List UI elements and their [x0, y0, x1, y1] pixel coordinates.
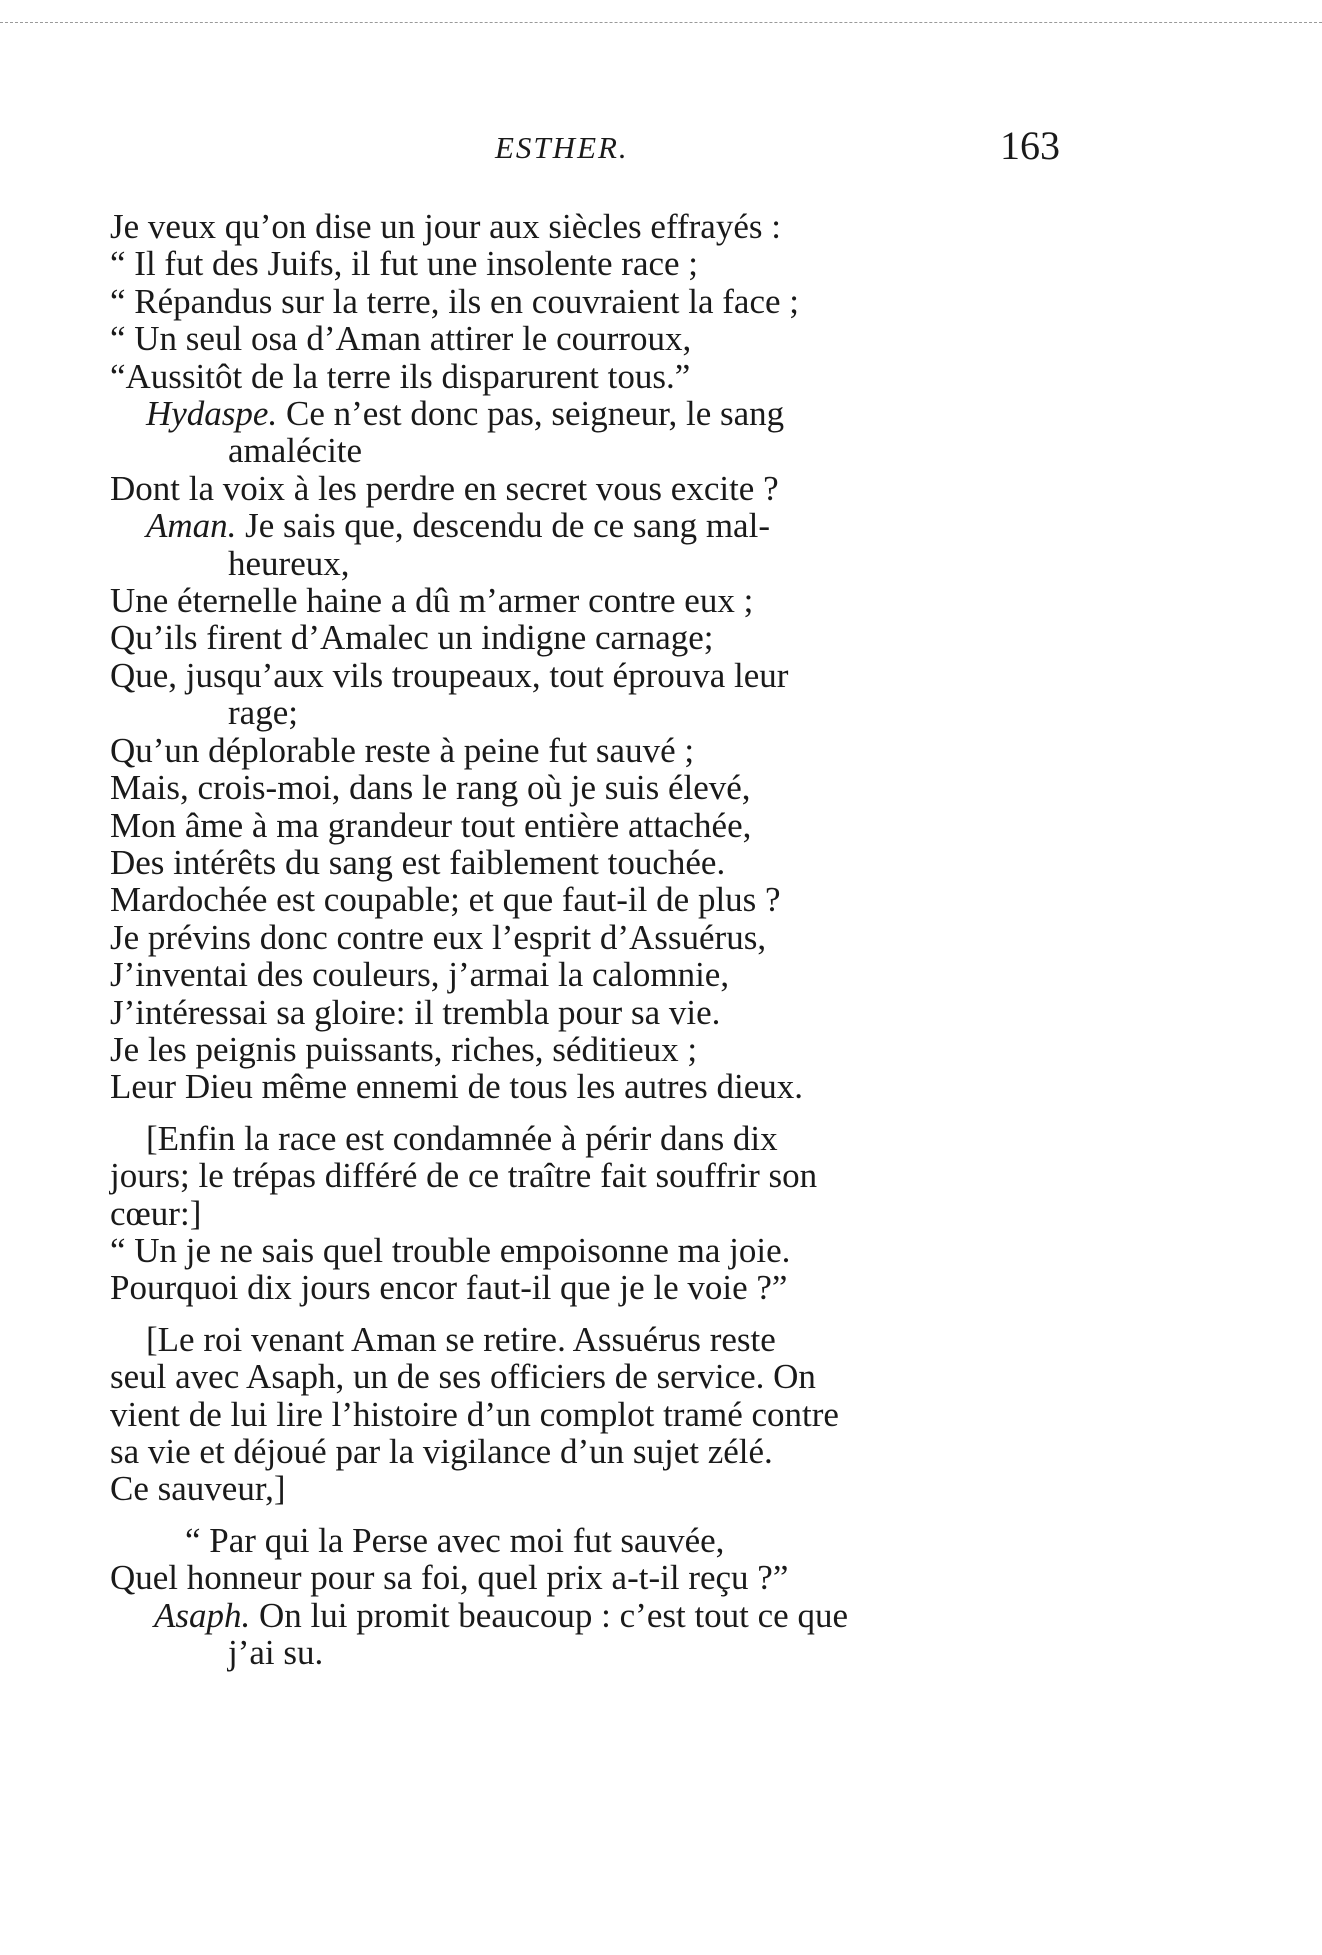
verse-line: “ Un seul osa d’Aman attirer le courroux,: [110, 319, 692, 359]
verse-continuation: heureux,: [228, 543, 350, 583]
verse-line: Mais, crois-moi, dans le rang où je suis élevé,: [110, 768, 751, 808]
verse-continuation: j’ai su.: [228, 1633, 324, 1673]
prose-line: [Le roi venant Aman se retire. Assuérus reste: [146, 1319, 776, 1359]
stanza-gap: [110, 1307, 1060, 1321]
verse-line: Pourquoi dix jours encor faut-il que je le voie ?”: [110, 1268, 788, 1308]
speech-text: On lui promit beaucoup : c’est tout ce que: [259, 1595, 849, 1635]
page-body: [110, 208, 1060, 1681]
prose-line: vient de lui lire l’histoire d’un complot tramé contre: [110, 1394, 839, 1434]
prose-line: jours; le trépas différé de ce traître fait souffrir son: [110, 1156, 818, 1196]
verse-line: Qu’ils firent d’Amalec un indigne carnage;: [110, 618, 714, 658]
prose-line: sa vie et déjoué par la vigilance d’un sujet zélé.: [110, 1432, 773, 1471]
verse-line: Je les peignis puissants, riches, séditieux ;: [110, 1029, 698, 1069]
verse-line: “ Un je ne sais quel trouble empoisonne ma joie.: [110, 1230, 791, 1270]
verse-line: Une éternelle haine a dû m’armer contre eux ;: [110, 581, 754, 621]
verse-line: “ Répandus sur la terre, ils en couvraient la face ;: [110, 281, 800, 321]
speech-line: [110, 507, 1060, 544]
prose-line: seul avec Asaph, un de ses officiers de service. On: [110, 1357, 816, 1397]
speaker-name: Hydaspe.: [146, 394, 278, 434]
verse-line: Quel honneur pour sa foi, quel prix a-t-il reçu ?”: [110, 1558, 789, 1598]
speaker-name: Asaph.: [154, 1595, 251, 1635]
page-number: 163: [1000, 123, 1060, 168]
page-header: [110, 120, 1060, 180]
verse-line: J’inventai des couleurs, j’armai la calomnie,: [110, 955, 730, 995]
verse-continuation: rage;: [228, 693, 298, 733]
running-title: ESTHER.: [495, 130, 629, 165]
verse-line: “Aussitôt de la terre ils disparurent tous.”: [110, 356, 691, 396]
prose-line: cœur:]: [110, 1193, 202, 1233]
verse-line: Que, jusqu’aux vils troupeaux, tout éprouva leur: [110, 655, 789, 695]
verse-continuation: amalécite: [228, 431, 363, 471]
verse-line: Mardochée est coupable; et que faut-il de plus ?: [110, 880, 781, 920]
verse-line: Dont la voix à les perdre en secret vous excite ?: [110, 468, 779, 508]
speaker-name: Aman.: [146, 506, 237, 546]
bottom-spacer: [110, 1671, 1060, 1681]
speech-text: Je sais que, descendu de ce sang mal-: [245, 506, 770, 546]
stanza-gap: [110, 1106, 1060, 1120]
speech-line: [110, 1597, 1060, 1634]
speech-text: Ce n’est donc pas, seigneur, le sang: [285, 394, 785, 434]
prose-line: [Enfin la race est condamnée à périr dans dix: [146, 1118, 778, 1158]
verse-line: J’intéressai sa gloire: il trembla pour sa vie.: [110, 992, 721, 1032]
verse-line: Je prévins donc contre eux l’esprit d’Assuérus,: [110, 917, 767, 957]
verse-line: Des intérêts du sang est faiblement touchée.: [110, 842, 726, 882]
prose-line: Ce sauveur,]: [110, 1469, 286, 1509]
verse-line: Mon âme à ma grandeur tout entière attachée,: [110, 805, 752, 845]
speech-line: [110, 395, 1060, 432]
stanza-gap: [110, 1508, 1060, 1522]
verse-line: “ Par qui la Perse avec moi fut sauvée,: [185, 1520, 725, 1560]
verse-line: Je veux qu’on dise un jour aux siècles effrayés :: [110, 207, 781, 246]
top-rule: [0, 22, 1322, 23]
verse-line: Leur Dieu même ennemi de tous les autres dieux.: [110, 1067, 803, 1107]
verse-line: “ Il fut des Juifs, il fut une insolente race ;: [110, 244, 699, 284]
verse-line: Qu’un déplorable reste à peine fut sauvé ;: [110, 730, 695, 770]
